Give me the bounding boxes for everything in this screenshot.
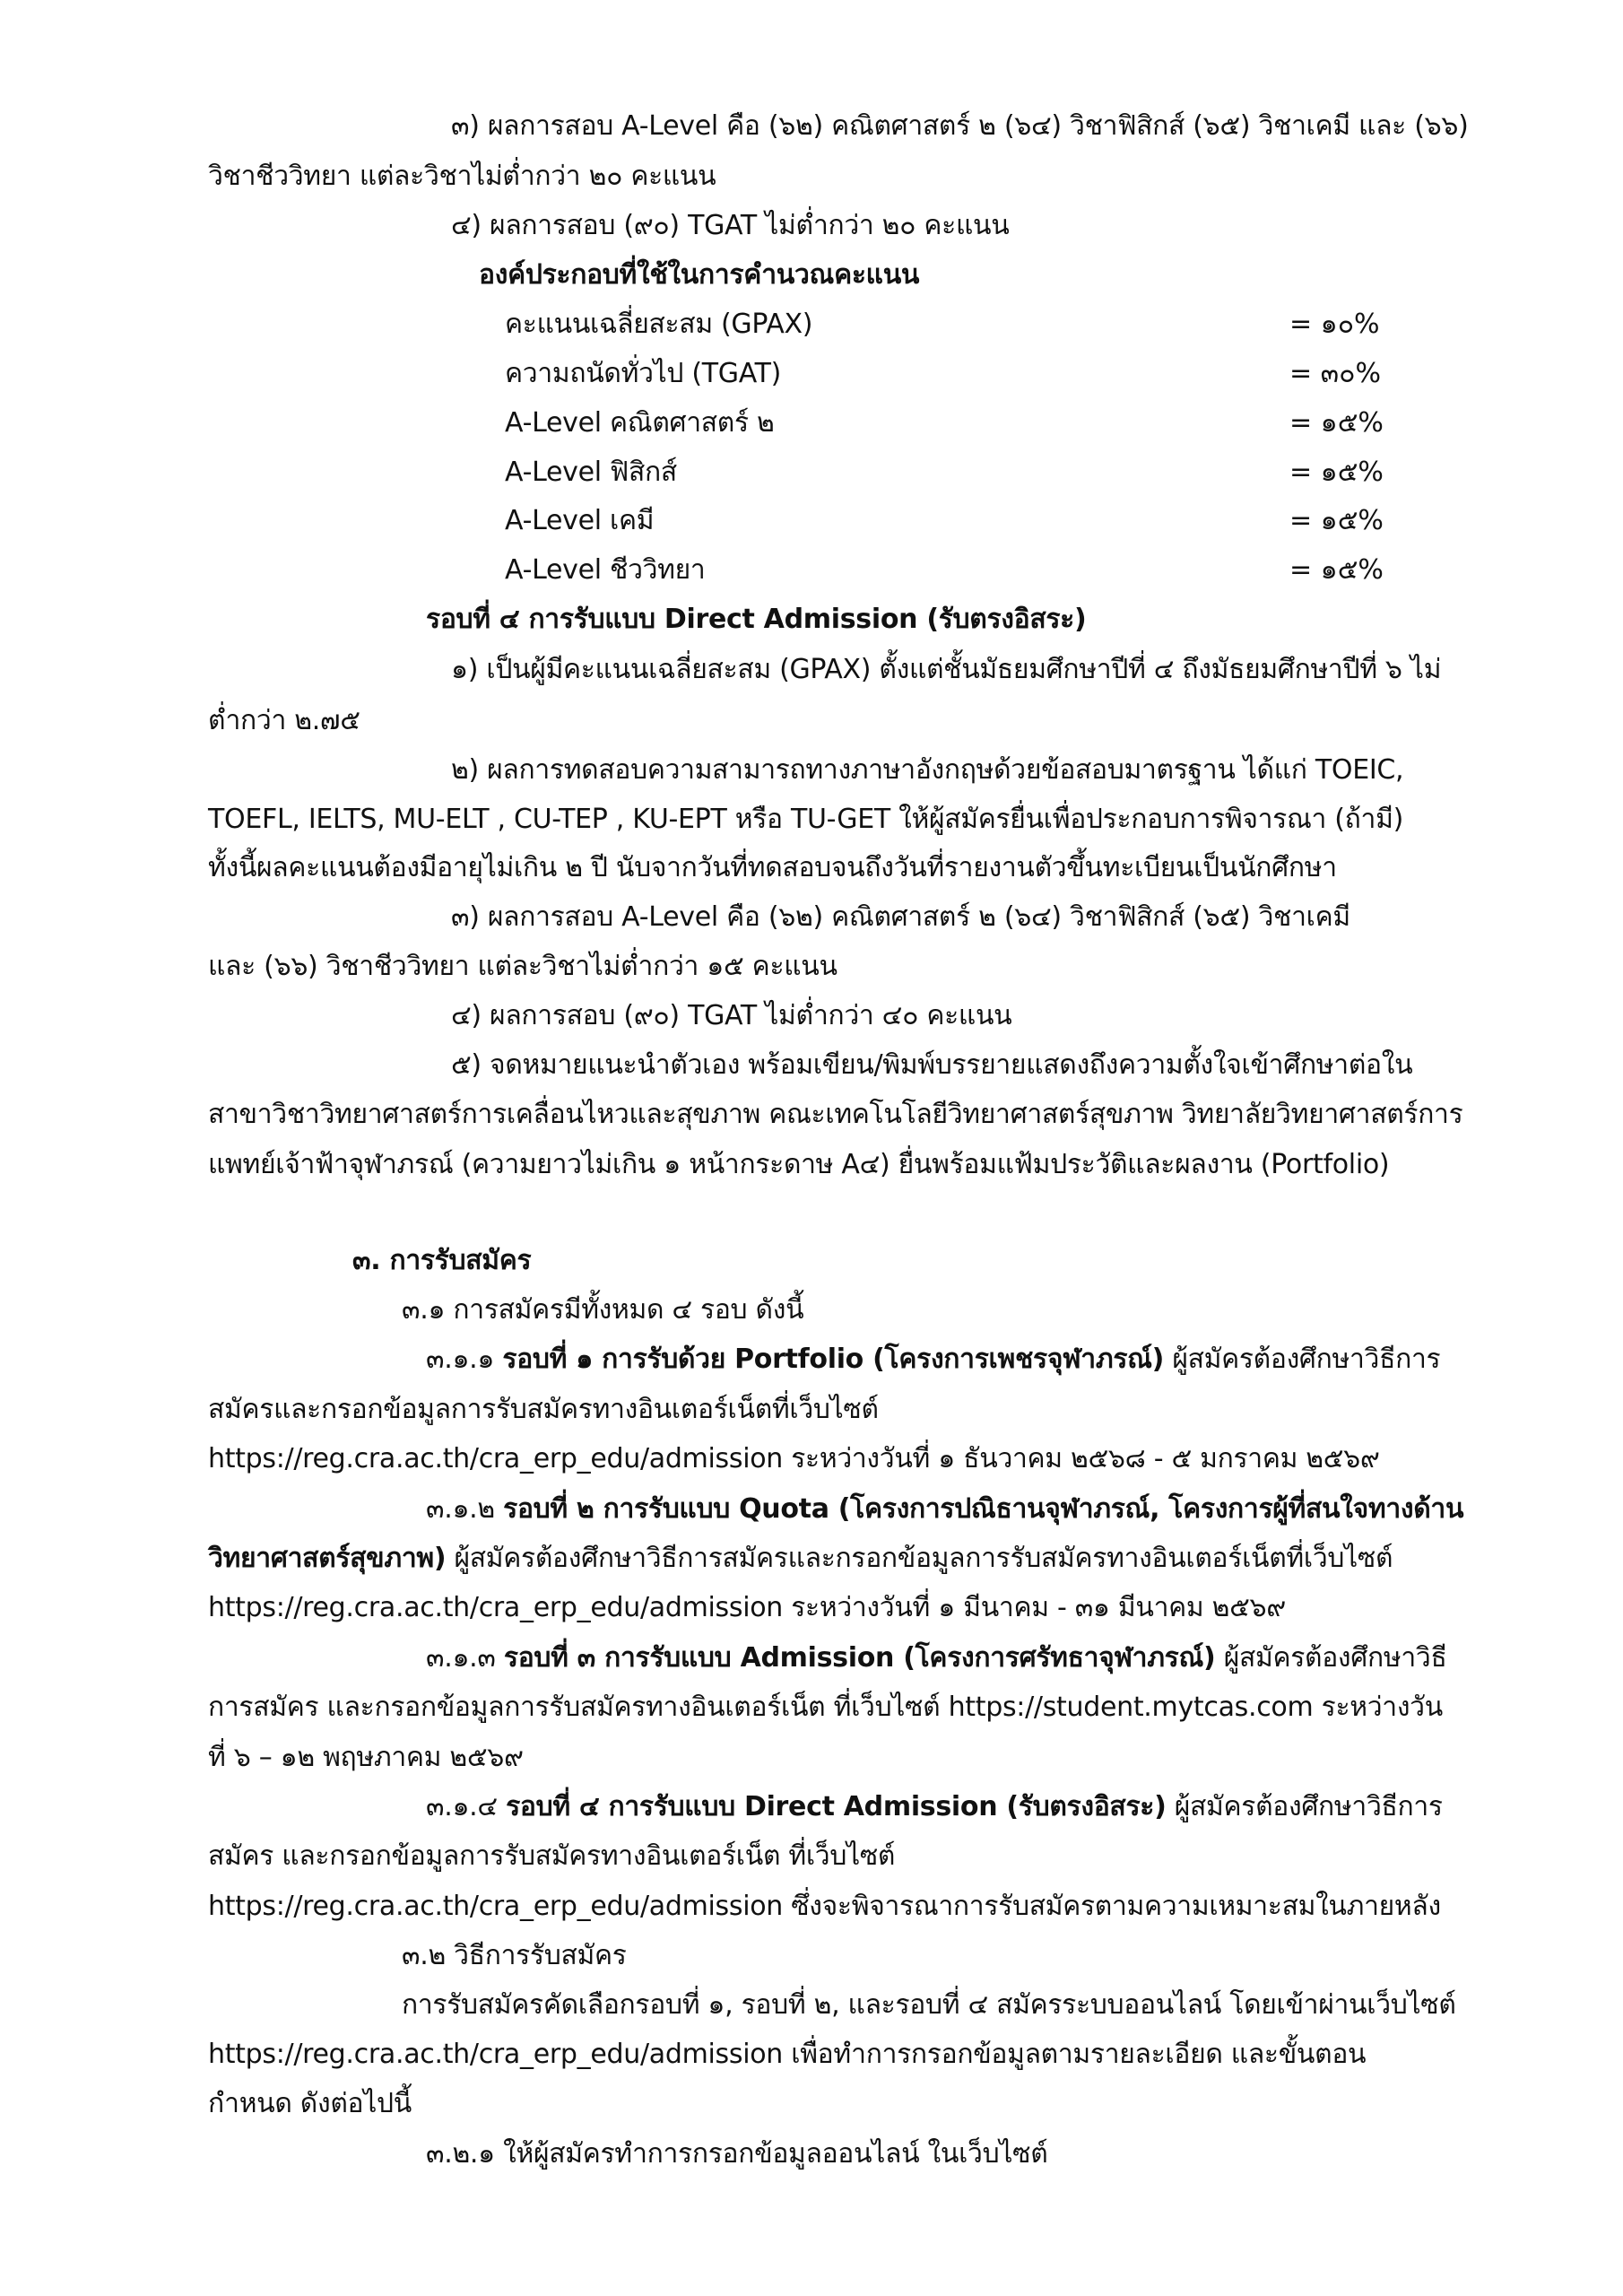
- round1-line2: สมัครและกรอกข้อมูลการรับสมัครทางอินเตอร์เน็ตที่เว็บไซต์: [208, 1394, 879, 1425]
- section3-2-para-line2: https://reg.cra.ac.th/cra_erp_edu/admission เพื่อทำการกรอกข้อมูลตามรายละเอียด และขั้นตอน: [208, 2039, 1367, 2070]
- round3-line2: การสมัคร และกรอกข้อมูลการรับสมัครทางอินเตอร์เน็ต ที่เว็บไซต์ https://student.mytcas.com ระหว่างวัน: [208, 1692, 1443, 1723]
- round1-line3: https://reg.cra.ac.th/cra_erp_edu/admission ระหว่างวันที่ ๑ ธันวาคม ๒๕๖๘ - ๕ มกราคม ๒๕๖๙: [208, 1443, 1380, 1474]
- round4-apply-text: ผู้สมัครต้องศึกษาวิธีการ: [1166, 1791, 1443, 1822]
- round2-title-cont: วิทยาศาสตร์สุขภาพ): [208, 1543, 447, 1574]
- round3-number: ๓.๑.๓: [426, 1642, 504, 1674]
- req-3-line1: ๓) ผลการสอบ A-Level คือ (๖๒) คณิตศาสตร์ ๒ (๖๔) วิชาฟิสิกส์ (๖๕) วิชาเคมี และ (๖๖): [451, 110, 1469, 142]
- score-item-label: A-Level คณิตศาสตร์ ๒: [505, 407, 775, 439]
- section3-2: ๓.๒ วิธีการรับสมัคร: [402, 1940, 627, 1971]
- score-item-value: = ๑๕%: [1289, 554, 1384, 586]
- section3-2-para-line3: กำหนด ดังต่อไปนี้: [208, 2088, 412, 2119]
- score-item-value: = ๑๕%: [1289, 505, 1384, 536]
- round2-line2: [208, 1538, 1393, 1579]
- round1-line1: [426, 1339, 1440, 1380]
- round3-line3: ที่ ๖ – ๑๒ พฤษภาคม ๒๕๖๙: [208, 1742, 524, 1773]
- score-item-value: = ๑๕%: [1289, 407, 1384, 439]
- round3-title: รอบที่ ๓ การรับแบบ Admission (โครงการศรัทธาจุฬาภรณ์): [503, 1642, 1216, 1674]
- score-item-label: A-Level ชีววิทยา: [505, 554, 706, 586]
- round4-req1-line2: ต่ำกว่า ๒.๗๕: [208, 705, 360, 736]
- round3-line1: [426, 1638, 1446, 1679]
- section3-2-para-line1: การรับสมัครคัดเลือกรอบที่ ๑, รอบที่ ๒, และรอบที่ ๔ สมัครระบบออนไลน์ โดยเข้าผ่านเว็บไซต์: [402, 1989, 1456, 2021]
- round4-req2-line2: TOEFL, IELTS, MU-ELT , CU-TEP , KU-EPT หรือ TU-GET ให้ผู้สมัครยื่นเพื่อประกอบการพิจารณา (ถ้ามี): [208, 804, 1403, 835]
- round4-req1-line1: ๑) เป็นผู้มีคะแนนเฉลี่ยสะสม (GPAX) ตั้งแต่ชั้นมัธยมศึกษาปีที่ ๔ ถึงมัธยมศึกษาปีที่ ๖ ไม่: [451, 654, 1442, 685]
- round1-title: รอบที่ ๑ การรับด้วย Portfolio (โครงการเพชรจุฬาภรณ์): [502, 1344, 1165, 1375]
- req-3-line2: วิชาชีววิทยา แต่ละวิชาไม่ต่ำกว่า ๒๐ คะแนน: [208, 161, 716, 192]
- round4-req5-line1: ๕) จดหมายแนะนำตัวเอง พร้อมเขียน/พิมพ์บรรยายแสดงถึงความตั้งใจเข้าศึกษาต่อใน: [451, 1049, 1413, 1081]
- round4-req4: ๔) ผลการสอบ (๙๐) TGAT ไม่ต่ำกว่า ๔๐ คะแนน: [451, 1000, 1012, 1031]
- req-4: ๔) ผลการสอบ (๙๐) TGAT ไม่ต่ำกว่า ๒๐ คะแนน: [451, 210, 1010, 241]
- round2-line1: [426, 1489, 1463, 1530]
- section3-1: ๓.๑ การสมัครมีทั้งหมด ๔ รอบ ดังนี้: [402, 1294, 804, 1326]
- section3-2-1: ๓.๒.๑ ให้ผู้สมัครทำการกรอกข้อมูลออนไลน์ ในเว็บไซต์: [426, 2138, 1048, 2170]
- round3-text: ผู้สมัครต้องศึกษาวิธี: [1215, 1642, 1447, 1674]
- score-item-label: A-Level ฟิสิกส์: [505, 457, 677, 488]
- round4-req3-line1: ๓) ผลการสอบ A-Level คือ (๖๒) คณิตศาสตร์ ๒ (๖๔) วิชาฟิสิกส์ (๖๕) วิชาเคมี: [451, 901, 1350, 933]
- round4-req2-line3: ทั้งนี้ผลคะแนนต้องมีอายุไม่เกิน ๒ ปี นับจากวันที่ทดสอบจนถึงวันที่รายงานตัวขึ้นทะเบียนเป็นนักศึกษา: [208, 852, 1337, 883]
- score-item-label: A-Level เคมี: [505, 505, 655, 536]
- round4-apply-title: รอบที่ ๔ การรับแบบ Direct Admission (รับตรงอิสระ): [506, 1791, 1167, 1822]
- round4-req3-line2: และ (๖๖) วิชาชีววิทยา แต่ละวิชาไม่ต่ำกว่า ๑๕ คะแนน: [208, 951, 838, 982]
- round4-apply-number: ๓.๑.๔: [426, 1791, 507, 1822]
- round2-number: ๓.๑.๒: [426, 1493, 504, 1525]
- round2-title: รอบที่ ๒ การรับแบบ Quota (โครงการปณิธานจุฬาภรณ์, โครงการผู้ที่สนใจทางด้าน: [503, 1493, 1464, 1525]
- round2-line3: https://reg.cra.ac.th/cra_erp_edu/admission ระหว่างวันที่ ๑ มีนาคม - ๓๑ มีนาคม ๒๕๖๙: [208, 1592, 1286, 1623]
- score-item-label: คะแนนเฉลี่ยสะสม (GPAX): [505, 309, 813, 340]
- score-item-value: = ๑๐%: [1289, 309, 1380, 340]
- round4-req5-line2: สาขาวิชาวิทยาศาสตร์การเคลื่อนไหวและสุขภาพ คณะเทคโนโลยีวิทยาศาสตร์สุขภาพ วิทยาลัยวิทยาศาสตร์การ: [208, 1099, 1463, 1130]
- round4-heading: รอบที่ ๔ การรับแบบ Direct Admission (รับตรงอิสระ): [426, 604, 1087, 635]
- score-item-value: = ๓๐%: [1289, 358, 1381, 389]
- round2-text: ผู้สมัครต้องศึกษาวิธีการสมัครและกรอกข้อมูลการรับสมัครทางอินเตอร์เน็ตที่เว็บไซต์: [446, 1543, 1393, 1574]
- score-item-label: ความถนัดทั่วไป (TGAT): [505, 358, 782, 389]
- round4-req2-line1: ๒) ผลการทดสอบความสามารถทางภาษาอังกฤษด้วยข้อสอบมาตรฐาน ได้แก่ TOEIC,: [451, 754, 1404, 786]
- score-components-heading: องค์ประกอบที่ใช้ในการคำนวณคะแนน: [479, 259, 920, 291]
- round4-apply-line3: https://reg.cra.ac.th/cra_erp_edu/admission ซึ่งจะพิจารณาการรับสมัครตามความเหมาะสมในภายหลัง: [208, 1891, 1441, 1922]
- round1-text: ผู้สมัครต้องศึกษาวิธีการ: [1164, 1344, 1441, 1375]
- round4-apply-line1: [426, 1787, 1443, 1828]
- round1-number: ๓.๑.๑: [426, 1344, 503, 1375]
- score-item-value: = ๑๕%: [1289, 457, 1384, 488]
- section3-heading: ๓. การรับสมัคร: [352, 1245, 532, 1276]
- round4-req5-line3: แพทย์เจ้าฟ้าจุฬาภรณ์ (ความยาวไม่เกิน ๑ หน้ากระดาษ A๔) ยื่นพร้อมแฟ้มประวัติและผลงาน (Portfolio): [208, 1149, 1390, 1180]
- round4-apply-line2: สมัคร และกรอกข้อมูลการรับสมัครทางอินเตอร์เน็ต ที่เว็บไซต์: [208, 1840, 896, 1872]
